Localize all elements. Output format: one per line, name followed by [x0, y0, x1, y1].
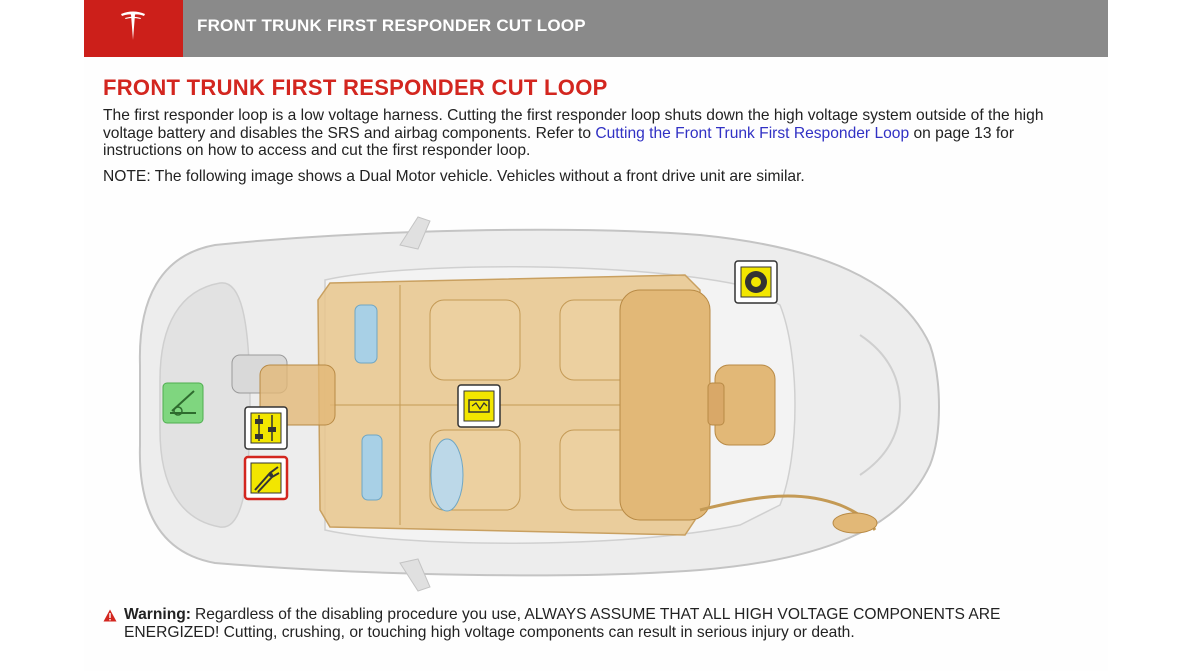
paragraph-text-end: on page 13 for instructions on how to access and cut the first responder loop.: [103, 124, 1015, 159]
front-blue-module: [355, 305, 377, 363]
hood-callout[interactable]: [163, 383, 203, 423]
tesla-logo-icon: [119, 10, 147, 42]
header-title: FRONT TRUNK FIRST RESPONDER CUT LOOP: [197, 16, 586, 35]
warning-text-block: [124, 606, 1044, 642]
warning-triangle-icon: [103, 609, 117, 622]
warning-label: Warning:: [124, 606, 191, 623]
battery-switch-callout[interactable]: [458, 385, 500, 427]
note-text: NOTE: The following image shows a Dual Motor vehicle. Vehicles without a front drive unit are similar.: [103, 168, 805, 185]
airbag-callout[interactable]: [735, 261, 777, 303]
logo-box: [84, 0, 183, 57]
rear-blue-module: [362, 435, 382, 500]
warning-body: Regardless of the disabling procedure you use, ALWAYS ASSUME THAT ALL HIGH VOLTAGE COMPONENTS ARE ENERGIZED! Cutting, crushing, or touching high voltage components can result in serious injury or death.: [124, 606, 1001, 641]
paragraph-text-start: The first responder loop is a low voltage harness. Cutting the first responder loop shuts down the high voltage system outside of the high voltage battery and disables the SRS and airbag components. Refer to: [103, 107, 1044, 142]
section-title: FRONT TRUNK FIRST RESPONDER CUT LOOP: [103, 75, 608, 100]
fuse-panel-callout[interactable]: [245, 407, 287, 449]
cut-loop-link[interactable]: Cutting the Front Trunk First Responder Loop: [595, 124, 910, 142]
steering-wheel: [431, 439, 463, 511]
airbag-inflator-icon: [745, 271, 767, 293]
page-header: [84, 0, 1108, 57]
vehicle-diagram: [100, 205, 950, 600]
intro-paragraph: [103, 107, 1078, 160]
cut-loop-callout[interactable]: [245, 457, 287, 499]
